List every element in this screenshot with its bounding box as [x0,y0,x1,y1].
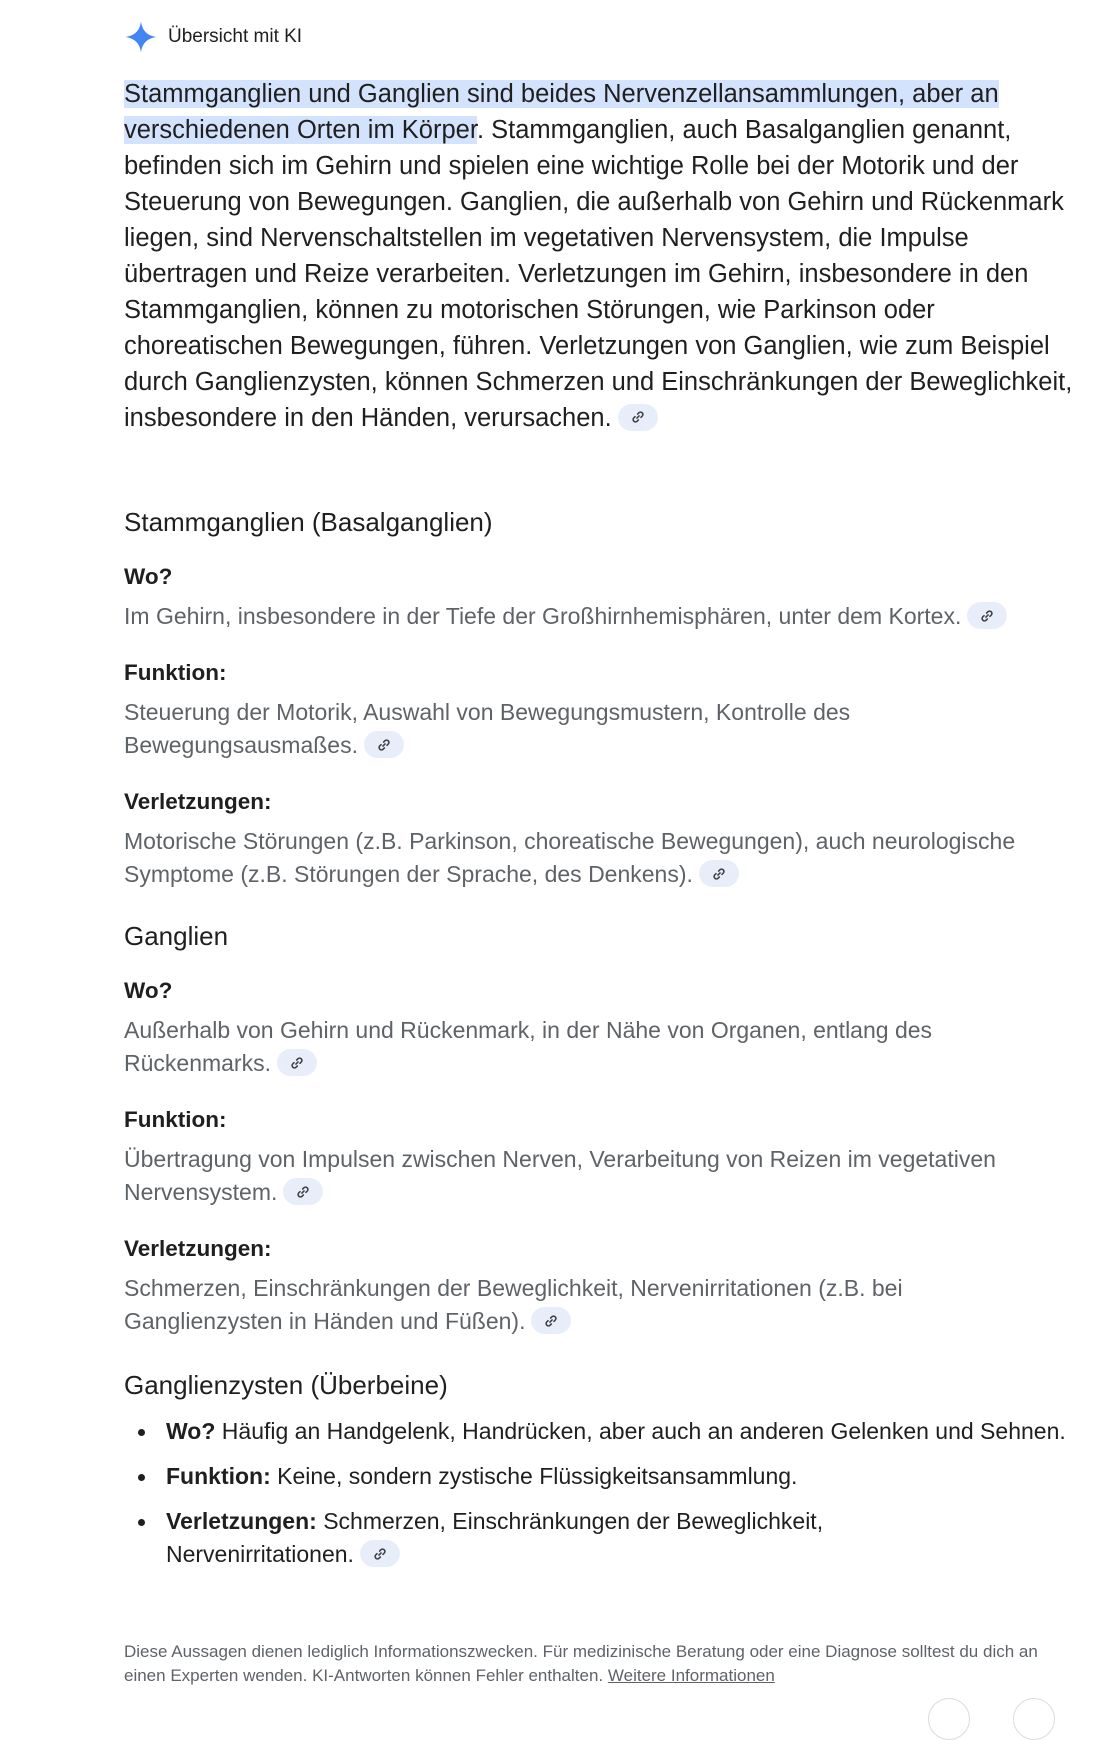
bullet-dot [138,1519,145,1526]
link-icon [980,609,994,623]
bullet-text: Häufig an Handgelenk, Handrücken, aber auch an anderen Gelenken und Sehnen. [221,1418,1066,1444]
description-verletzungen [124,825,1074,891]
list-item [124,1460,1074,1493]
description-verletzungen [124,1272,1024,1338]
bullet-text: Keine, sondern zystische Flüssigkeitsansammlung. [277,1463,798,1489]
bullet-label: Verletzungen: [166,1508,317,1534]
citation-link-button[interactable] [618,404,658,431]
label-funktion: Funktion: [124,660,227,685]
ganglienzysten-list [124,1415,1074,1583]
link-icon [544,1314,558,1328]
link-icon [377,738,391,752]
citation-link-button[interactable] [283,1178,323,1205]
label-verletzungen: Verletzungen: [124,1236,272,1261]
link-icon [712,867,726,881]
bullet-dot [138,1474,145,1481]
citation-link-button[interactable] [277,1049,317,1076]
citation-link-button[interactable] [699,860,739,887]
citation-link-button[interactable] [364,731,404,758]
citation-link-button[interactable] [967,602,1007,629]
more-info-link[interactable]: Weitere Informationen [607,1666,775,1685]
thumbs-up-button[interactable] [928,1698,970,1740]
description-wo [124,600,1074,633]
list-item [124,1415,1074,1448]
bullet-label: Funktion: [166,1463,271,1489]
link-icon [296,1185,310,1199]
description-funktion [124,1143,1074,1209]
description-text: Im Gehirn, insbesondere in der Tiefe der Großhirnhemisphären, unter dem Kortex. [124,603,962,629]
description-text: Außerhalb von Gehirn und Rückenmark, in der Nähe von Organen, entlang des Rückenmarks. [124,1017,933,1076]
description-wo [124,1014,1024,1080]
description-text: Schmerzen, Einschränkungen der Beweglichkeit, Nervenirritationen (z.B. bei Ganglienzysten in Händen und Füßen). [124,1275,903,1334]
citation-link-button[interactable] [531,1307,571,1334]
citation-link-button[interactable] [360,1540,400,1567]
bullet-label: Wo? [166,1418,216,1444]
ai-overview-header [124,20,302,54]
disclaimer-text: Diese Aussagen dienen lediglich Informationszwecken. Für medizinische Beratung oder eine Diagnose solltest du dich an einen Experten wenden. KI-Antworten können Fehler enthalten. [124,1642,1038,1685]
bullet-text: Schmerzen, Einschränkungen der Beweglichkeit, Nervenirritationen. [166,1508,824,1567]
description-text: Motorische Störungen (z.B. Parkinson, choreatische Bewegungen), auch neurologische Symptome (z.B. Störungen der Sprache, des Denkens). [124,828,1016,887]
ai-overview-title: Übersicht mit KI [168,26,303,47]
intro-text: . Stammganglien, auch Basalganglien genannt, befinden sich im Gehirn und spielen eine wichtige Rolle bei der Motorik und der Steuerung von Bewegungen. Ganglien, die außerhalb von Gehirn und Rückenmark liegen, sind Nervenschaltstellen im vegetativen Nervensystem, die Impulse übertragen und Reize verarbeiten. Verletzungen im Gehirn, insbesondere in den Stammganglien, können zu motorischen Störungen, wie Parkinson oder choreatischen Bewegungen, führen. Verletzungen von Ganglien, wie zum Beispiel durch Ganglienzysten, können Schmerzen und Einschränkungen der Beweglichkeit, insbesondere in den Händen, verursachen. [124,116,1073,432]
description-text: Übertragung von Impulsen zwischen Nerven, Verarbeitung von Reizen im vegetativen Nervensystem. [124,1146,996,1205]
label-wo: Wo? [124,564,173,589]
section-title-stammganglien: Stammganglien (Basalganglien) [124,507,493,537]
link-icon [290,1056,304,1070]
section-title-ganglienzysten: Ganglienzysten (Überbeine) [124,1370,448,1400]
link-icon [373,1547,387,1561]
sparkle-icon [124,20,158,54]
description-funktion [124,696,944,762]
bullet-dot [138,1429,145,1436]
list-item [124,1505,886,1571]
intro-paragraph [124,76,1074,436]
label-funktion: Funktion: [124,1107,227,1132]
label-verletzungen: Verletzungen: [124,789,272,814]
highlighted-text: Stammganglien und Ganglien sind beides Nervenzellansammlungen, aber an verschiedenen Orten im Körper [124,80,999,144]
section-title-ganglien: Ganglien [124,921,229,951]
thumbs-down-button[interactable] [1013,1698,1055,1740]
description-text: Steuerung der Motorik, Auswahl von Bewegungsmustern, Kontrolle des Bewegungsausmaßes. [124,699,851,758]
label-wo: Wo? [124,978,173,1003]
disclaimer [124,1640,1084,1688]
link-icon [631,410,645,424]
